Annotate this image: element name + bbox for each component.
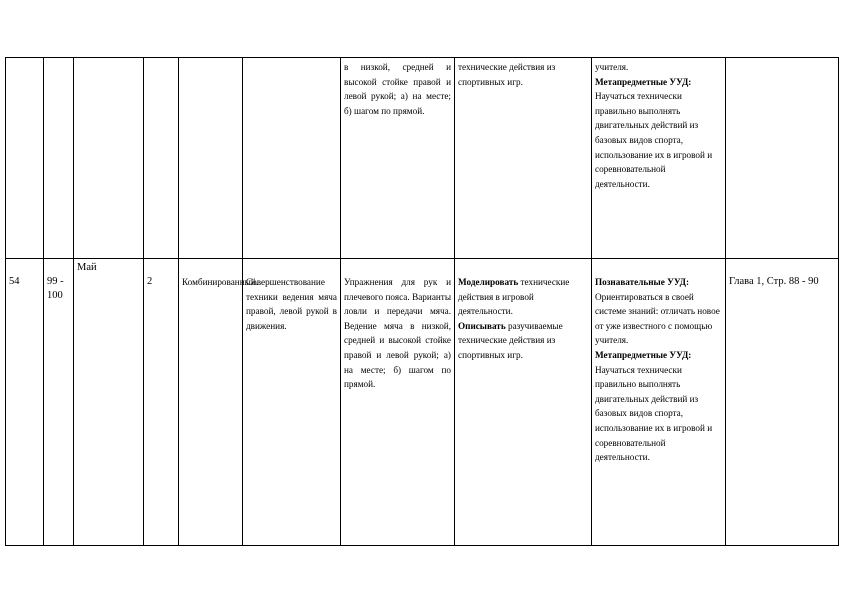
content-cell: в низкой, средней и высокой стойке правой и левой рукой; а) на месте; б) шагом по прямой. xyxy=(341,58,455,259)
lesson-index-cell: 99 - 100 xyxy=(44,259,74,546)
lesson-type-cell: Комбинированный. xyxy=(179,259,243,546)
lesson-type-cell xyxy=(179,58,243,259)
topic-cell xyxy=(243,58,341,259)
uud-text-1: Ориентироваться в своей системе знаний: отличать новое от уже известного с помощью учителя. xyxy=(595,291,720,346)
date-cell xyxy=(74,58,144,259)
uud-cell xyxy=(592,259,726,546)
table-row xyxy=(6,58,839,259)
uud-cell xyxy=(592,58,726,259)
activity-text-1: технические действия в игровой деятельности. xyxy=(458,277,570,317)
uud-heading-2: Метапредметные УУД: xyxy=(595,349,692,360)
content-cell: Упражнения для рук и плечевого пояса. Варианты ловли и передачи мяча. Ведение мяча в низкой, средней и высокой стойке правой и левой рукой; а) на месте; б) шагом по прямой. xyxy=(341,259,455,546)
activity-verb-1: Моделировать xyxy=(458,277,519,287)
activity-cell xyxy=(455,259,592,546)
topic-cell: Совершенствование техники ведения мяча правой, левой рукой в движения. xyxy=(243,259,341,546)
hours-cell: 2 xyxy=(144,259,179,546)
reference-cell: Глава 1, Стр. 88 - 90 xyxy=(726,259,839,546)
date-cell: Май xyxy=(74,259,144,546)
activity-cell xyxy=(455,58,592,259)
uud-heading-1: Познавательные УУД: xyxy=(595,277,690,287)
activity-text-1: технические действия из спортивных игр. xyxy=(458,62,556,87)
lesson-number-cell: 54 xyxy=(6,259,44,546)
hours-cell xyxy=(144,58,179,259)
uud-text-2: Научаться технически правильно выполнять двигательных действий из базовых видов спорта, использование их в игровой и соревновательной деятельности. xyxy=(595,364,713,463)
uud-heading-2: Метапредметные УУД: xyxy=(595,76,692,87)
uud-text-2: Научаться технически правильно выполнять двигательных действий из базовых видов спорта, использование их в игровой и соревновательной деятельности. xyxy=(595,91,713,189)
table-row xyxy=(6,259,839,546)
lesson-index-cell xyxy=(44,58,74,259)
thematic-plan-table xyxy=(5,57,839,546)
reference-cell xyxy=(726,58,839,259)
activity-text-2: разучиваемые технические действия из спортивных игр. xyxy=(458,320,563,360)
uud-text-1: учителя. xyxy=(595,62,629,72)
activity-verb-2: Описывать xyxy=(458,320,506,331)
lesson-number-cell xyxy=(6,58,44,259)
